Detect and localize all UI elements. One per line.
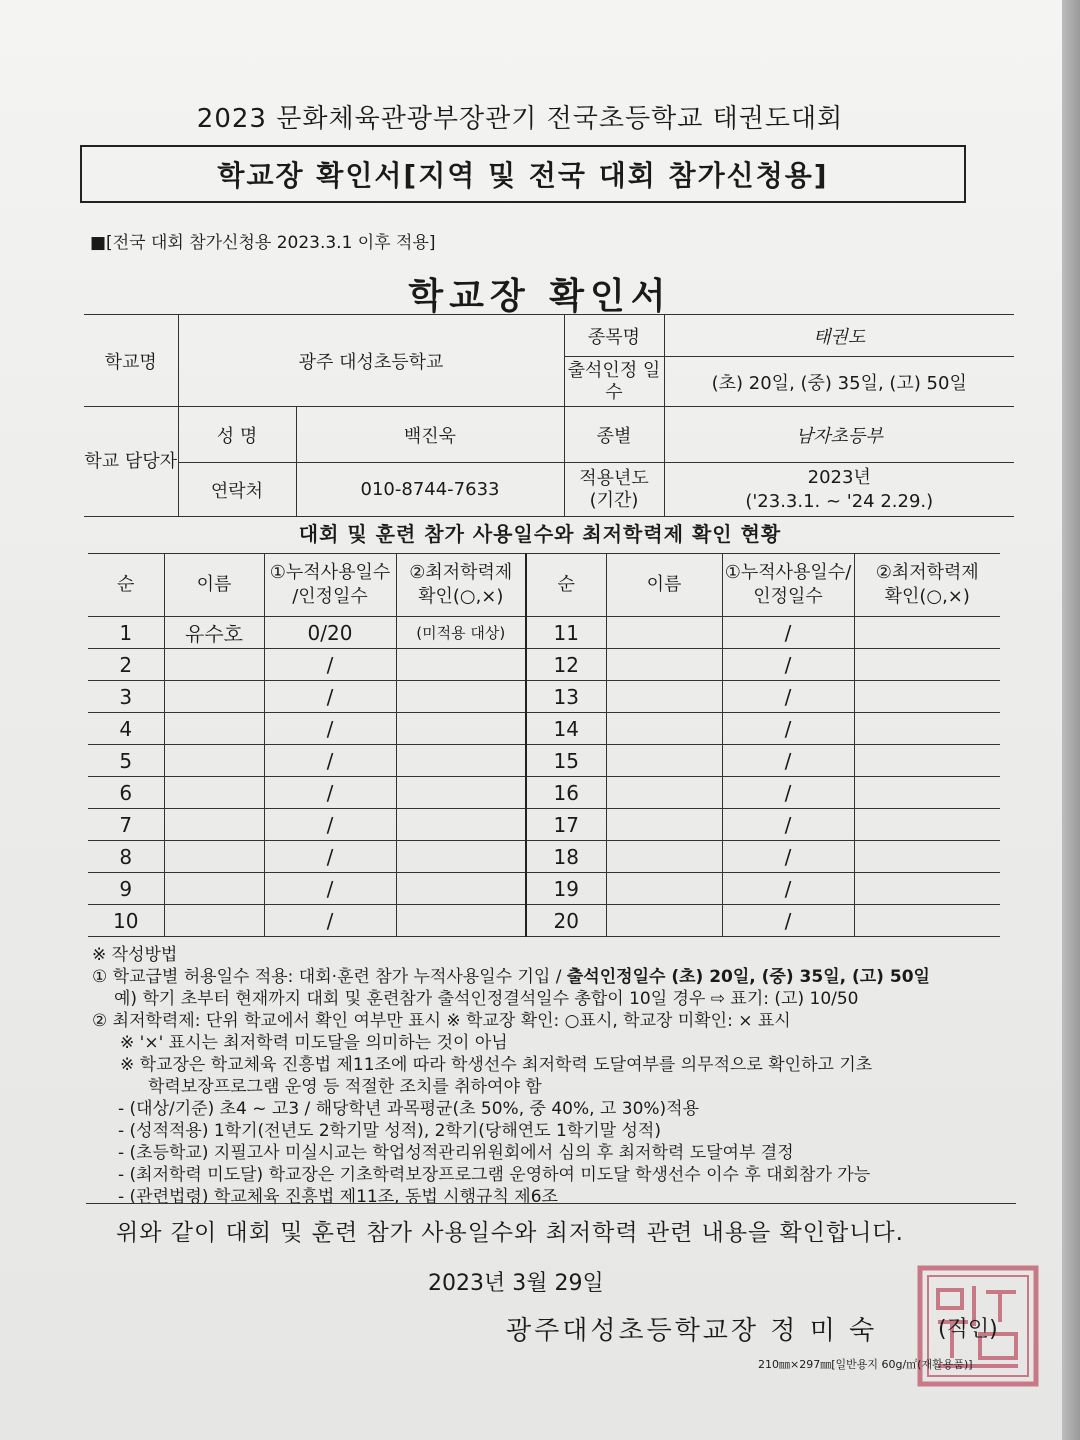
row-check	[396, 681, 526, 713]
seal-label: (직인)	[938, 1317, 998, 1342]
row-days: /	[264, 841, 396, 873]
row-no-right: 14	[526, 713, 606, 745]
row-days: /	[264, 873, 396, 905]
period-year: 2023년	[807, 466, 871, 488]
row-no: 8	[88, 841, 164, 873]
header-days-right	[722, 554, 854, 617]
table-row	[88, 809, 1000, 841]
row-days-right: /	[722, 905, 854, 937]
row-days: 0/20	[264, 617, 396, 649]
method-line-5: ※ 학교장은 학교체육 진흥법 제11조에 따라 학생선수 최저학력 도달여부를 의무적으로 확인하고 기초	[120, 1055, 873, 1075]
school-label: 학교명	[84, 315, 178, 407]
attendance-label: 출석인정 일수	[564, 357, 664, 407]
row-no: 5	[88, 745, 164, 777]
row-name	[164, 745, 264, 777]
row-name	[164, 649, 264, 681]
header-check-right	[854, 554, 1000, 617]
row-check-right	[854, 649, 1000, 681]
row-name	[164, 905, 264, 937]
row-check-right	[854, 681, 1000, 713]
row-no: 9	[88, 873, 164, 905]
row-check	[396, 809, 526, 841]
method-line-3: ② 최저학력제: 단위 학교에서 확인 여부만 표시 ※ 학교장 확인: ○표시, 학교장 미확인: × 표시	[92, 1011, 791, 1031]
method-line-11: - (관련법령) 학교체육 진흥법 제11조, 동법 시행규칙 제6조	[118, 1187, 558, 1207]
row-no: 3	[88, 681, 164, 713]
row-name-right	[606, 713, 722, 745]
row-days-right: /	[722, 873, 854, 905]
row-check: (미적용 대상)	[396, 617, 526, 649]
sport-label: 종목명	[564, 315, 664, 357]
table-row	[88, 905, 1000, 937]
header-check-line1: ②최저학력제	[409, 562, 513, 583]
attendance-value: (초) 20일, (중) 35일, (고) 50일	[664, 357, 1014, 407]
school-info-table	[84, 314, 1014, 517]
table-row	[88, 649, 1000, 681]
row-no-right: 16	[526, 777, 606, 809]
paper-spec: 210㎜×297㎜[일반용지 60g/㎡(재활용품)]	[758, 1358, 973, 1371]
row-name	[164, 713, 264, 745]
box-title-text: 학교장 확인서[지역 및 전국 대회 참가신청용]	[217, 159, 829, 192]
row-days: /	[264, 681, 396, 713]
row-check-right	[854, 617, 1000, 649]
row-no: 7	[88, 809, 164, 841]
header-check-right-line2: 확인(○,×)	[884, 586, 970, 607]
method-line-4: ※ '×' 표시는 최저학력 미도달을 의미하는 것이 아님	[120, 1033, 508, 1053]
row-check	[396, 873, 526, 905]
header-no-right: 순	[526, 554, 606, 617]
row-days-right: /	[722, 617, 854, 649]
contact-value: 010-8744-7633	[296, 463, 564, 517]
header-check	[396, 554, 526, 617]
divider	[86, 1203, 1016, 1204]
method-line-1-text: ① 학교급별 허용일수 적용: 대회·훈련 참가 누적사용일수 기입 /	[92, 967, 567, 987]
confirmation-statement: 위와 같이 대회 및 훈련 참가 사용일수와 최저학력 관련 내용을 확인합니다.	[116, 1220, 904, 1246]
row-no-right: 13	[526, 681, 606, 713]
row-days-right: /	[722, 841, 854, 873]
method-line-10: - (최저학력 미도달) 학교장은 기초학력보장프로그램 운영하여 미도달 학생선수 이수 후 대회참가 가능	[118, 1165, 871, 1185]
header-days-line1: ①누적사용일수	[269, 562, 391, 583]
sport-value: 태권도	[664, 315, 1014, 357]
row-name	[164, 841, 264, 873]
row-no: 6	[88, 777, 164, 809]
row-check	[396, 777, 526, 809]
row-days-right: /	[722, 681, 854, 713]
method-line-9: - (초등학교) 지필고사 미실시교는 학업성적관리위원회에서 심의 후 최저학력 도달여부 결정	[118, 1143, 794, 1163]
row-name-right	[606, 649, 722, 681]
status-table-header	[88, 554, 1000, 617]
name-label: 성 명	[178, 407, 296, 463]
row-no-right: 12	[526, 649, 606, 681]
header-days-right-line2: 인정일수	[753, 586, 823, 607]
method-line-8: - (성적적용) 1학기(전년도 2학기말 성적), 2학기(당해연도 1학기말 성적)	[118, 1121, 661, 1141]
header-check-right-line1: ②최저학력제	[875, 562, 979, 583]
method-heading: ※ 작성방법	[92, 945, 178, 965]
row-name-right	[606, 873, 722, 905]
manager-label: 학교 담당자	[84, 407, 178, 517]
row-name-right	[606, 905, 722, 937]
row-days-right: /	[722, 649, 854, 681]
division-label: 종별	[564, 407, 664, 463]
row-check-right	[854, 713, 1000, 745]
row-check-right	[854, 777, 1000, 809]
method-line-7: - (대상/기준) 초4 ~ 고3 / 해당학년 과목평균(초 50%, 중 40%, 고 30%)적용	[118, 1099, 700, 1119]
status-table-title: 대회 및 훈련 참가 사용일수와 최저학력제 확인 현황	[298, 522, 782, 546]
row-name	[164, 873, 264, 905]
event-title: 2023 문화체육관광부장관기 전국초등학교 태권도대회	[196, 104, 844, 134]
header-days-right-line1: ①누적사용일수/	[724, 562, 852, 583]
row-name-right	[606, 681, 722, 713]
table-row	[88, 713, 1000, 745]
row-check-right	[854, 873, 1000, 905]
table-row	[88, 777, 1000, 809]
header-days-line2: /인정일수	[292, 586, 368, 607]
header-name-right: 이름	[606, 554, 722, 617]
row-days-right: /	[722, 809, 854, 841]
row-no: 10	[88, 905, 164, 937]
row-no: 1	[88, 617, 164, 649]
row-check	[396, 649, 526, 681]
school-value: 광주 대성초등학교	[178, 315, 564, 407]
row-check-right	[854, 905, 1000, 937]
row-name-right	[606, 809, 722, 841]
row-no-right: 18	[526, 841, 606, 873]
principal-signature: 광주대성초등학교장 정 미 숙	[506, 1316, 878, 1346]
row-no: 4	[88, 713, 164, 745]
row-check	[396, 905, 526, 937]
table-row	[88, 841, 1000, 873]
contact-label: 연락처	[178, 463, 296, 517]
document-box-title	[80, 145, 966, 203]
row-no-right: 17	[526, 809, 606, 841]
row-check-right	[854, 841, 1000, 873]
status-table	[88, 553, 1000, 937]
row-check-right	[854, 809, 1000, 841]
table-row	[88, 681, 1000, 713]
row-days-right: /	[722, 713, 854, 745]
row-check	[396, 713, 526, 745]
table-row	[88, 873, 1000, 905]
period-label: 적용년도 (기간)	[564, 463, 664, 517]
method-line-1	[92, 966, 1052, 988]
row-no-right: 15	[526, 745, 606, 777]
header-days	[264, 554, 396, 617]
section-label: ■[전국 대회 참가신청용 2023.3.1 이후 적용]	[90, 233, 436, 253]
row-name-right	[606, 841, 722, 873]
row-name	[164, 777, 264, 809]
name-value: 백진욱	[296, 407, 564, 463]
row-days: /	[264, 777, 396, 809]
document-date: 2023년 3월 29일	[428, 1271, 604, 1296]
header-check-line2: 확인(○,×)	[418, 586, 504, 607]
row-days-right: /	[722, 777, 854, 809]
table-row	[88, 617, 1000, 649]
table-row	[88, 745, 1000, 777]
page-title: 학교장 확인서	[408, 276, 672, 317]
header-name: 이름	[164, 554, 264, 617]
row-days: /	[264, 713, 396, 745]
row-name-right	[606, 617, 722, 649]
period-range: ('23.3.1. ~ '24 2.29.)	[745, 490, 934, 512]
row-days: /	[264, 905, 396, 937]
row-check-right	[854, 745, 1000, 777]
row-name-right	[606, 777, 722, 809]
row-no-right: 11	[526, 617, 606, 649]
method-line-2: 예) 학기 초부터 현재까지 대회 및 훈련참가 출석인정결석일수 총합이 10일 경우 ⇨ 표기: (고) 10/50	[114, 989, 859, 1009]
writing-method	[92, 944, 1052, 1208]
paper-edge-shadow	[1062, 0, 1080, 1440]
row-check	[396, 841, 526, 873]
row-days: /	[264, 649, 396, 681]
row-name-right	[606, 745, 722, 777]
row-no-right: 19	[526, 873, 606, 905]
row-no-right: 20	[526, 905, 606, 937]
period-value	[664, 463, 1014, 517]
row-name	[164, 681, 264, 713]
row-days-right: /	[722, 745, 854, 777]
row-name	[164, 809, 264, 841]
method-line-1-bold: 출석인정일수 (초) 20일, (중) 35일, (고) 50일	[566, 967, 930, 987]
row-no: 2	[88, 649, 164, 681]
method-line-6: 학력보장프로그램 운영 등 적절한 조치를 취하여야 함	[148, 1077, 542, 1097]
row-name: 유수호	[164, 617, 264, 649]
row-days: /	[264, 809, 396, 841]
division-value: 남자초등부	[664, 407, 1014, 463]
header-no: 순	[88, 554, 164, 617]
row-check	[396, 745, 526, 777]
row-days: /	[264, 745, 396, 777]
